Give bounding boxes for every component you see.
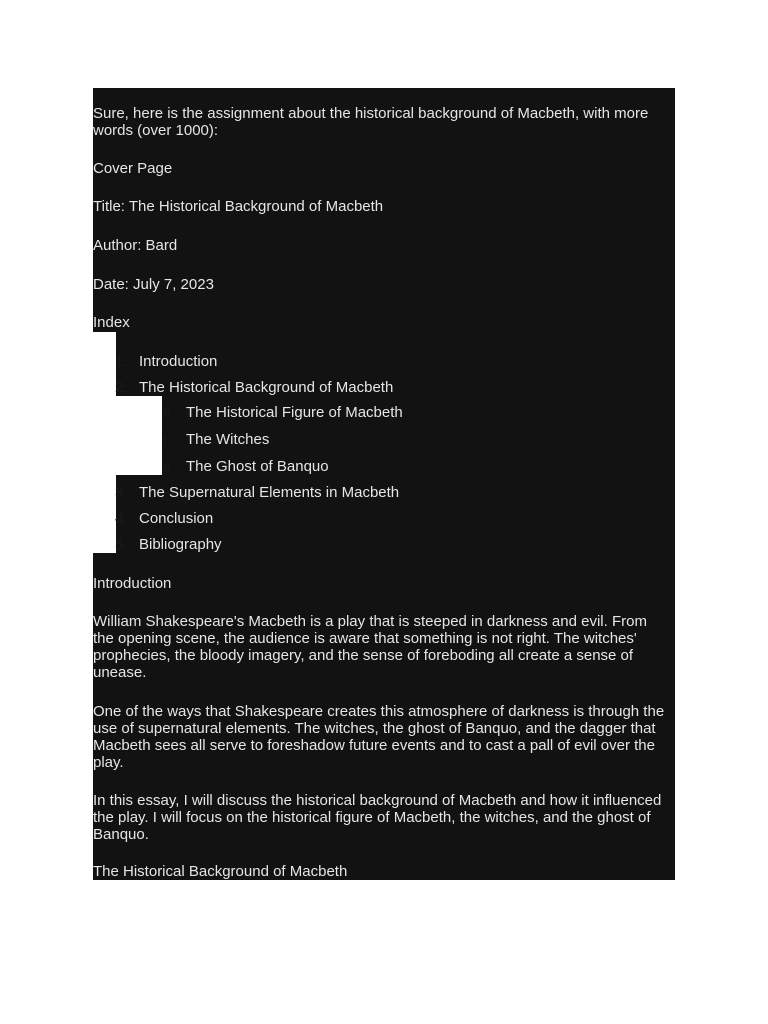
bullet-icon: o bbox=[164, 461, 171, 473]
paragraph: In this essay, I will discuss the historical background of Macbeth and how it influenced the play. I will focus on the historical figure of Macbeth, the witches, and the ghost of Banquo. bbox=[93, 792, 662, 843]
sublist-item bbox=[93, 404, 653, 421]
sublist-item-label: The Historical Figure of Macbeth bbox=[186, 404, 403, 421]
cover-heading: Cover Page bbox=[93, 160, 173, 177]
paragraph: One of the ways that Shakespeare creates this atmosphere of darkness is through the use of supernatural elements. The witches, the ghost of Banquo, and the dagger that Macbeth sees all serve to foreshadow future events and to cast a pall of evil over the play. bbox=[93, 703, 665, 771]
list-item-label: The Supernatural Elements in Macbeth bbox=[139, 484, 400, 501]
section-heading: The Historical Background of Macbeth bbox=[93, 863, 348, 880]
intro-line: Sure, here is the assignment about the historical background of Macbeth, with more words (over 1000): bbox=[93, 105, 649, 139]
list-item bbox=[93, 510, 653, 527]
list-item bbox=[93, 484, 653, 501]
author-line: Author: Bard bbox=[93, 237, 178, 254]
document-page bbox=[93, 88, 675, 880]
title-line: Title: The Historical Background of Macbeth bbox=[93, 198, 384, 215]
sublist-item-label: The Ghost of Banquo bbox=[186, 458, 329, 475]
list-number: 5. bbox=[115, 536, 128, 553]
list-number: 3. bbox=[115, 484, 128, 501]
list-item-label: Introduction bbox=[139, 353, 218, 370]
list-item-label: Bibliography bbox=[139, 536, 222, 553]
index-heading: Index bbox=[93, 314, 130, 331]
introduction-heading: Introduction bbox=[93, 575, 172, 592]
list-item bbox=[93, 536, 653, 553]
list-number: 4. bbox=[115, 510, 128, 527]
paragraph: William Shakespeare's Macbeth is a play that is steeped in darkness and evil. From the opening scene, the audience is aware that something is not right. The witches' prophecies, the bloody imagery, and the sense of foreboding all create a sense of unease. bbox=[93, 613, 647, 681]
bullet-icon: o bbox=[164, 434, 171, 446]
list-item-label: Conclusion bbox=[139, 510, 214, 527]
sublist-item bbox=[93, 431, 653, 448]
list-number: 1. bbox=[115, 353, 128, 370]
list-item bbox=[93, 353, 653, 370]
sublist-item-label: The Witches bbox=[186, 431, 270, 448]
list-item bbox=[93, 379, 653, 396]
list-item-label: The Historical Background of Macbeth bbox=[139, 379, 394, 396]
sublist-item bbox=[93, 458, 653, 475]
list-number: 2. bbox=[115, 379, 128, 396]
date-line: Date: July 7, 2023 bbox=[93, 276, 214, 293]
bullet-icon: o bbox=[164, 407, 171, 419]
